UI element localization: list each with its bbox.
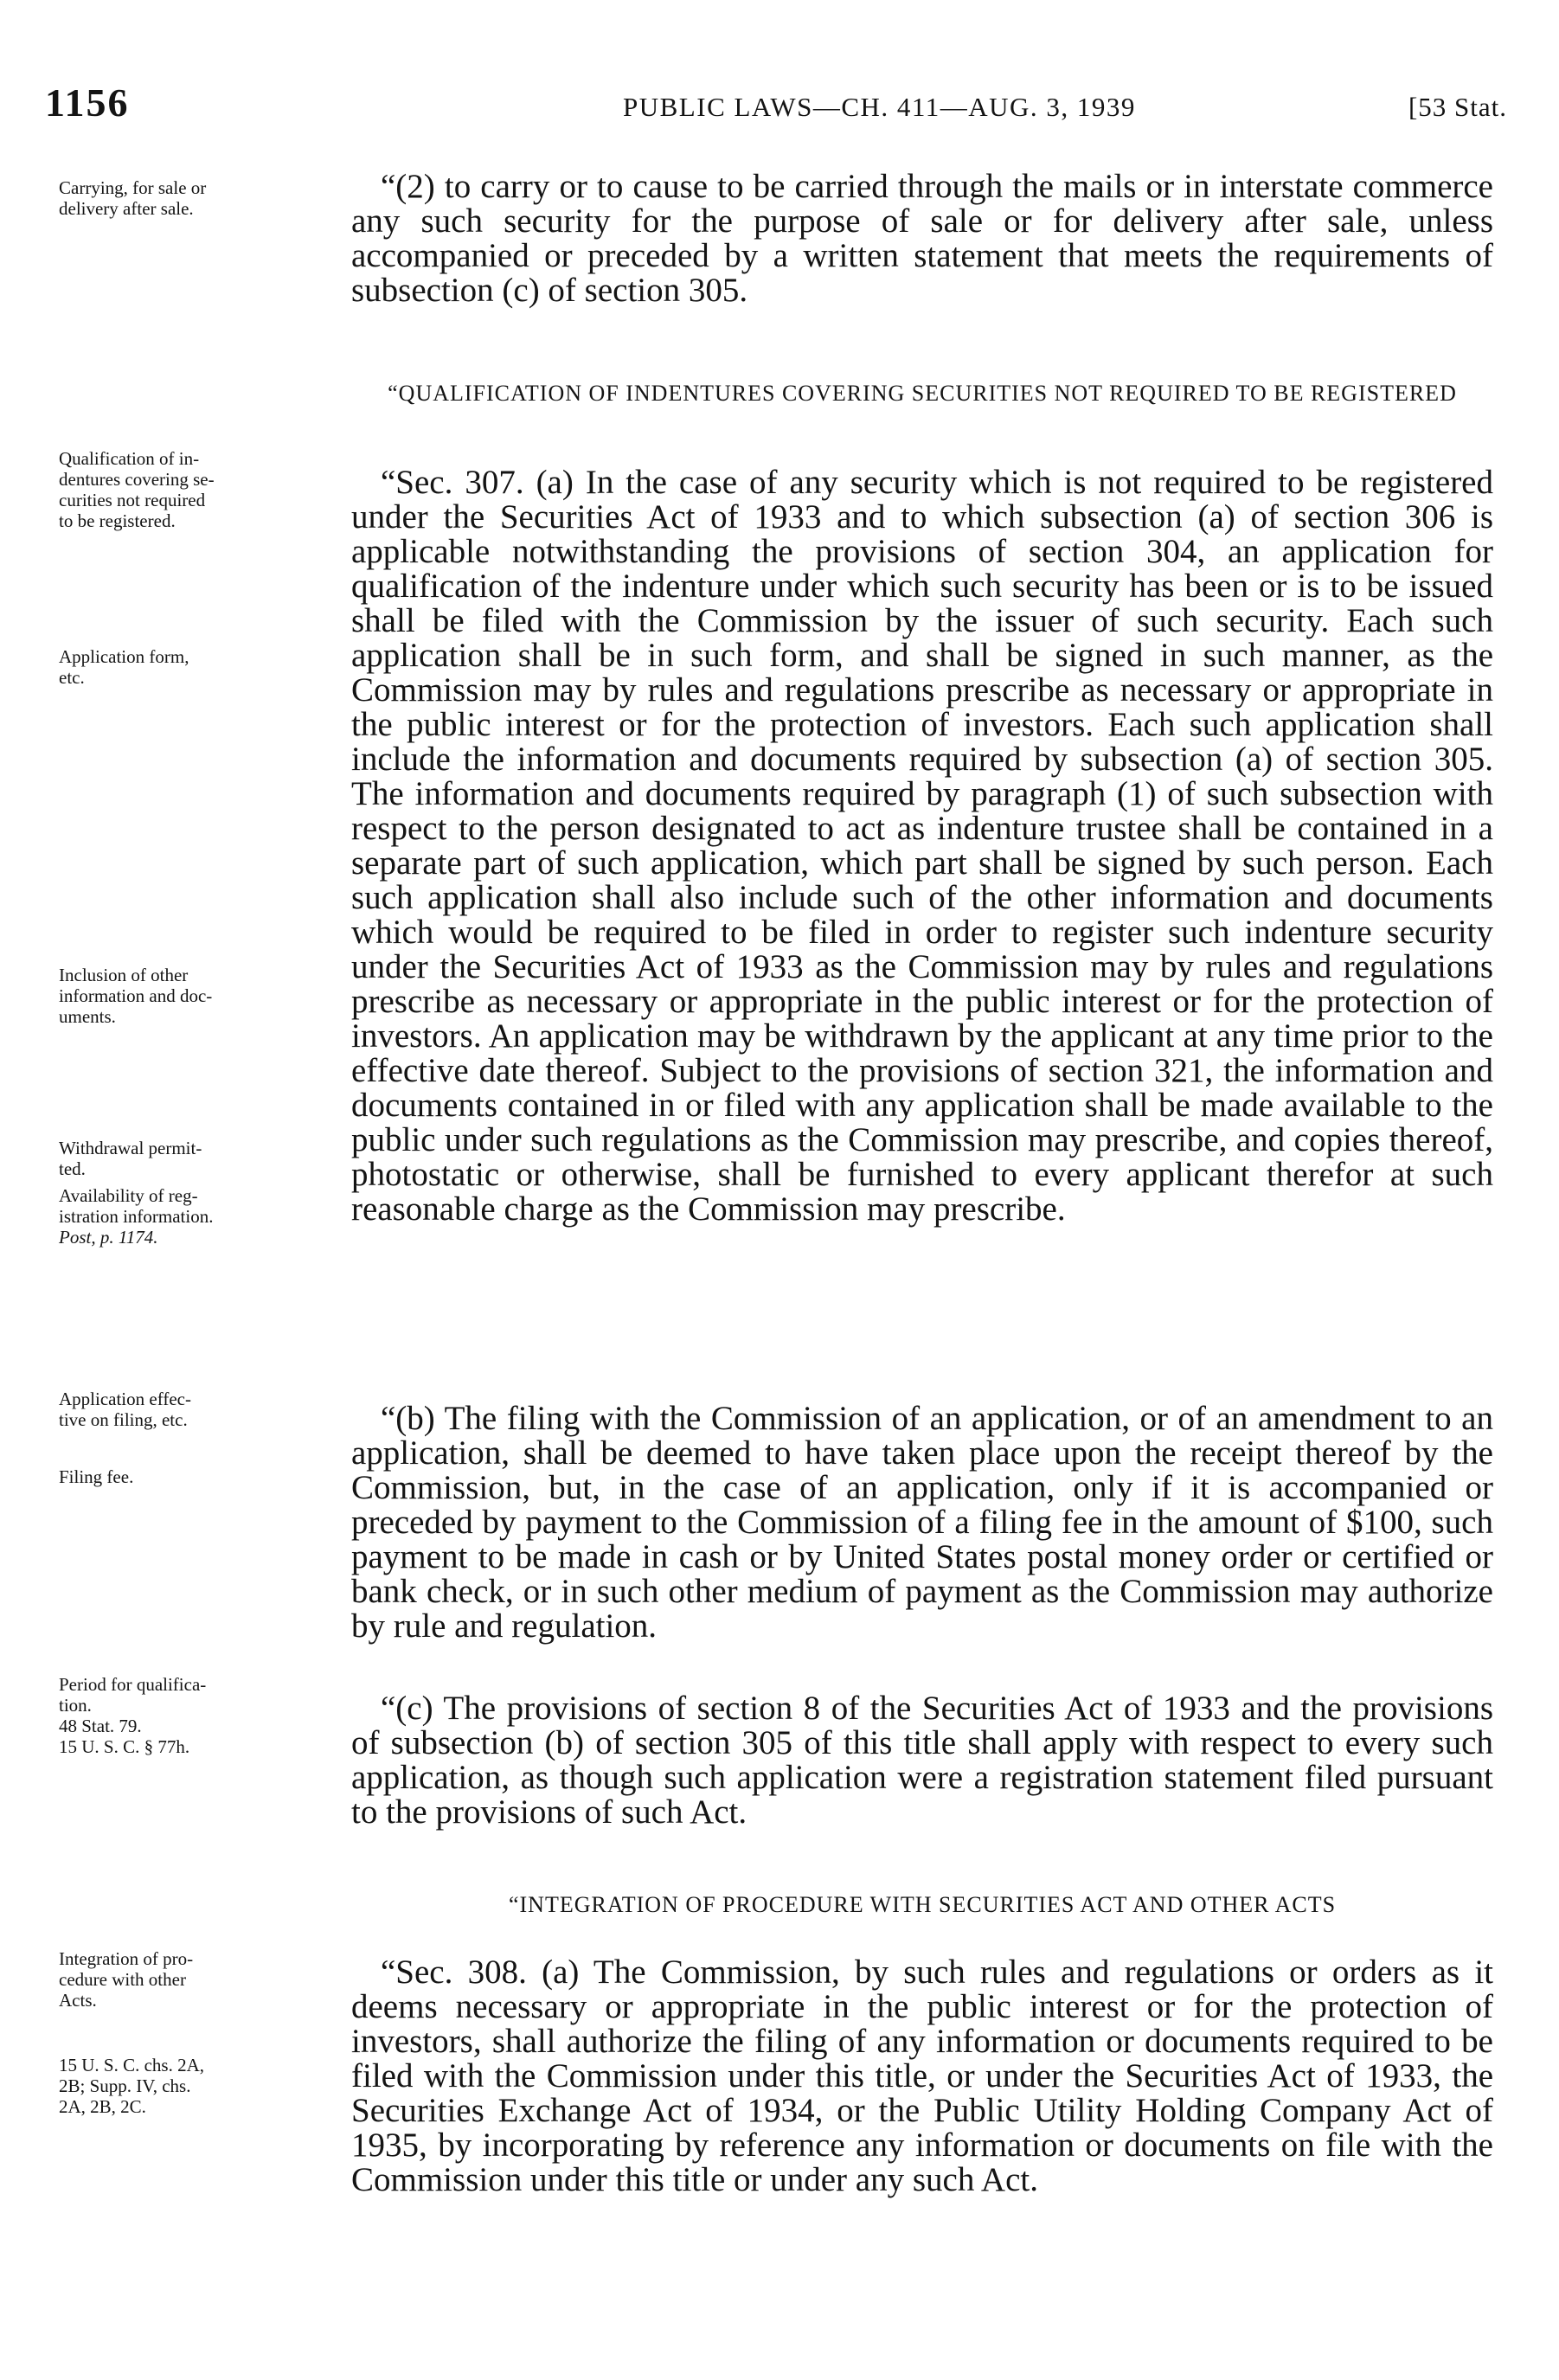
margin-note-effective: Application effec- tive on filing, etc. bbox=[59, 1389, 191, 1430]
margin-note-inclusion: Inclusion of other information and doc- uments. bbox=[59, 965, 213, 1027]
page-number: 1156 bbox=[45, 80, 130, 125]
section-heading-307: “QUALIFICATION OF INDENTURES COVERING SECURITIES NOT REQUIRED TO BE REGISTERED bbox=[388, 381, 1457, 406]
section-307-a: “Sec. 307. (a) In the case of any security which is not required to be registered under the Securities Act of 1933 and to which subsection (a) of section 306 is applicable notwithstanding the provisions of section 304, an application for qualification of the indenture under which such security has been or is to be issued shall be filed with the Commission by the issuer of such security. Each such application shall be in such form, and shall be signed in such manner, as the Commission may by rules and regulations prescribe as necessary or appropriate in the public interest or for the protection of investors. Each such application shall include the information and documents required by subsection (a) of section 305. The information and documents required by paragraph (1) of such subsection with respect to the person designated to act as indenture trustee shall be contained in a separate part of such application, which part shall be signed by such person. Each such application shall also include such of the other information and documents which would be required to be filed in order to register such indenture security under the Securities Act of 1933 as the Commission may by rules and regulations prescribe as necessary or appropriate in the public interest or for the protection of investors. An application may be withdrawn by the applicant at any time prior to the effective date thereof. Subject to the provisions of section 321, the information and documents contained in or filed with any application shall be made available to the public under such regulations as the Commission may prescribe, and copies thereof, photostatic or otherwise, shall be furnished to every applicant therefor at such reasonable charge as the Commission may prescribe. bbox=[351, 464, 1493, 1228]
page-header bbox=[0, 80, 1559, 132]
margin-note-filing-fee: Filing fee. bbox=[59, 1466, 134, 1487]
section-307-c: “(c) The provisions of section 8 of the Securities Act of 1933 and the provisions of subsection (b) of section 305 of this title shall apply with respect to every such application, as though such application were a registration statement filed pursuant to the provisions of such Act. bbox=[351, 1690, 1493, 1831]
paragraph-2: “(2) to carry or to cause to be carried through the mails or in interstate commerce any such security for the purpose of sale or for delivery after sale, unless accompanied or preceded by a written statement that meets the requirements of subsection (c) of section 305. bbox=[351, 168, 1493, 309]
margin-note-withdrawal: Withdrawal permit- ted. bbox=[59, 1138, 202, 1179]
margin-note-application-form: Application form, etc. bbox=[59, 646, 189, 688]
margin-note-qualification: Qualification of in- dentures covering se- curities not required to be registered. bbox=[59, 448, 215, 531]
margin-note-integration-refs: 15 U. S. C. chs. 2A, 2B; Supp. IV, chs. 2A, 2B, 2C. bbox=[59, 2055, 205, 2117]
margin-note-period: Period for qualifica- tion. 48 Stat. 79. 15 U. S. C. § 77h. bbox=[59, 1674, 207, 1757]
volume-citation: [53 Stat. bbox=[1408, 92, 1507, 122]
section-307-b: “(b) The filing with the Commission of an application, or of an amendment to an application, shall be deemed to have taken place upon the receipt thereof by the Commission, but, in the case of an application, only if it is accompanied or preceded by payment to the Commission of a filing fee in the amount of $100, such payment to be made in cash or by United States postal money order or certified or bank check, or in such other medium of payment as the Commission may authorize by rule and regulation. bbox=[351, 1400, 1493, 1645]
section-heading-308: “INTEGRATION OF PROCEDURE WITH SECURITIES ACT AND OTHER ACTS bbox=[508, 1892, 1337, 1917]
cross-reference: Post, p. 1174. bbox=[59, 1227, 158, 1248]
margin-note-integration: Integration of pro- cedure with other Acts. bbox=[59, 1948, 194, 2011]
running-head: PUBLIC LAWS—CH. 411—AUG. 3, 1939 bbox=[623, 92, 1136, 122]
margin-note-carrying: Carrying, for sale or delivery after sale. bbox=[59, 177, 207, 219]
margin-note-availability: Availability of reg- istration information. Post, p. 1174. bbox=[45, 1185, 322, 1248]
section-308-a: “Sec. 308. (a) The Commission, by such rules and regulations or orders as it deems necessary or appropriate in the public interest or for the protection of investors, shall authorize the filing of any information or documents required to be filed with the Commission under this title, or under the Securities Act of 1933, the Securities Exchange Act of 1934, or the Public Utility Holding Company Act of 1935, by incorporating by reference any information or documents on file with the Commission under this title or under any such Act. bbox=[351, 1953, 1493, 2198]
